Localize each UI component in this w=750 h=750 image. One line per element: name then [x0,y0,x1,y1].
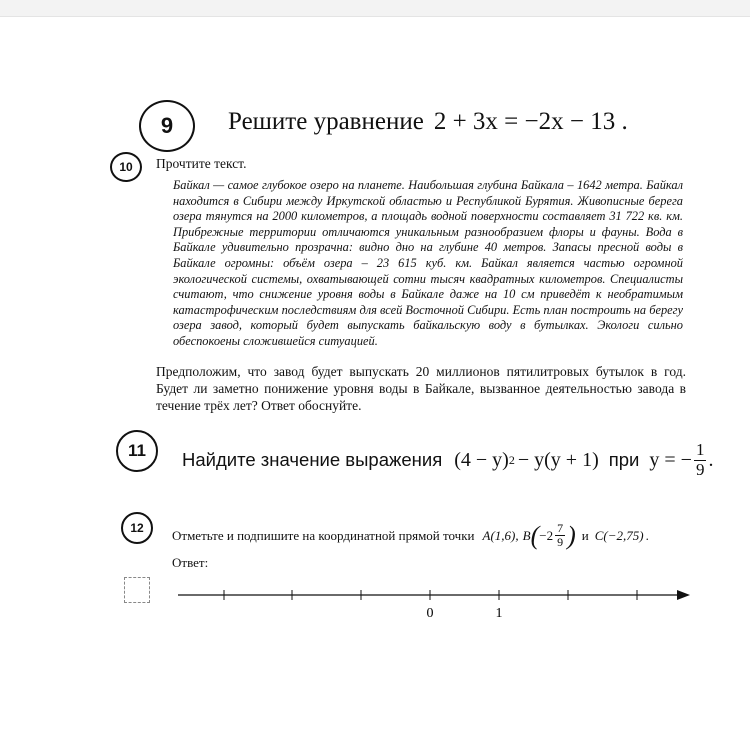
expression-when: при [608,449,640,471]
expression-end: . [708,448,714,471]
point-b-whole: −2 [539,527,554,543]
question-11-number: 11 [116,430,158,472]
axis-arrow [677,590,690,600]
expression-part-1: (4 − y) [454,448,509,471]
question-9-equation: 2 + 3x = −2x − 13 . [433,108,628,135]
question-10-number: 10 [110,152,142,182]
question-12-number: 12 [121,512,153,544]
and-word: и [581,527,589,543]
question-11-text: Найдите значение выражения [182,449,443,471]
axis-label-zero: 0 [426,606,434,621]
question-9-number: 9 [139,100,195,152]
expression-part-2: − y(y + 1) [517,448,599,471]
question-12-end: . [645,527,649,543]
question-9-text: Решите уравнение [228,108,424,135]
right-paren: ) [567,520,576,550]
point-c: C(−2,75) [594,527,644,543]
point-b-numerator: 7 [557,521,564,535]
point-b-label: B [522,527,531,543]
question-12-text: Отметьте и подпишите на координатной прямой точки [172,527,475,543]
fraction-denominator: 9 [695,459,705,479]
expression-exponent: 2 [508,452,515,467]
expression-variable: y = − [649,448,692,471]
left-paren: ( [530,520,540,550]
question-10-title: Прочтите текст. [156,156,247,171]
baikal-passage: Байкал — самое глубокое озеро на планете. Наибольшая глубина Байкала – 1642 метра. Байкал находится в Сибири между Иркутской областью и Республикой Бурятия. Живописные берега озера тянутся на 2000 километров, а площадь водной поверхности составляет 31 722 кв. км. Прибрежные территории отличаются уникальным разнообразием флоры и фауны. Вода в Байкале удивительно прозрачна: видно дно на глубине 40 метров. Запасы пресной воды в Байкале огромны: объём озера – 23 615 куб. км. Байкал является частью огромной экологической системы, охватывающей сотни тысяч квадратных километров. Специалисты считают, что снижение уровня воды в Байкале даже на 10 см приведёт к необратимым катастрофическим последствиям для всей Восточной Сибири. Есть план построить на берегу озера завод, который будет выпускать байкальскую воду в бутылках. Экологи сильно обеспокоены сложившейся ситуацией. [173,178,683,348]
point-a: A(1,6), [482,527,519,543]
question-10-prompt: Предположим, что завод будет выпускать 20 миллионов пятилитровых бутылок в год. Будет ли заметно понижение уровня воды в Байкале, вызванное деятельностью завода в течение трёх лет? Ответ обоснуйте. [156,364,686,413]
answer-label: Ответ: [172,555,209,570]
axis-label-one: 1 [495,606,503,621]
fraction-numerator: 1 [695,440,705,459]
point-b-denominator: 9 [557,535,564,550]
